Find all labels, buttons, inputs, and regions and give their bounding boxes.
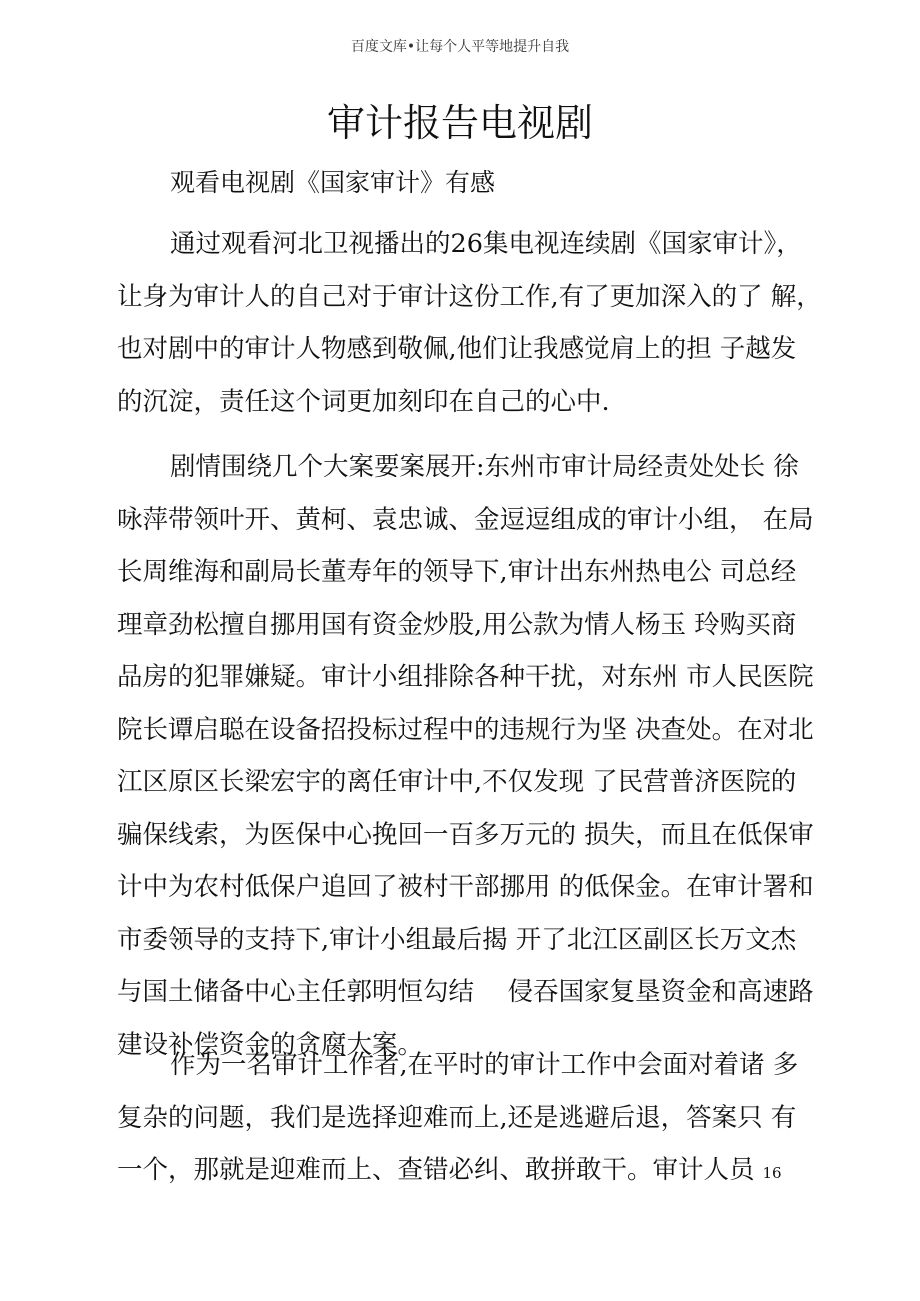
text-line: 复杂的问题，我们是选择迎难而上,还是逃避后退，答案只 有	[117, 1102, 797, 1133]
text-line: 让身为审计人的自己对于审计这份工作,有了更加深入的了 解，	[117, 281, 822, 312]
text-line: 长周维海和副局长董寿年的领导下,审计出东州热电公 司总经	[117, 557, 797, 587]
paragraph-3	[117, 1039, 817, 1197]
text-line: 剧情围绕几个大案要案展开:东州市审计局经责处处长 徐	[170, 452, 799, 482]
text-line: 通过观看河北卫视播出的26集电视连续剧《国家审计》，	[170, 229, 802, 259]
document-subtitle: 观看电视剧《国家审计》有感	[170, 168, 496, 197]
text-line: 一个，那就是迎难而上、查错必纠、敢拼敢干。审计人员	[117, 1155, 755, 1185]
text-line: 院长谭启聪在设备招投标过程中的违规行为坚 决查处。在对北	[117, 714, 814, 745]
text-line: 市委领导的支持下,审计小组最后揭 开了北江区副区长万文杰	[117, 924, 797, 955]
text-line: 的沉淀，责任这个词更加刻印在自己的心中.	[117, 386, 610, 417]
text-line: 品房的犯罪嫌疑。审计小组排除各种干扰，对东州 市人民医院	[117, 662, 814, 692]
text-line: 咏萍带领叶开、黄柯、袁忠诚、金逗逗组成的审计小组， 在局	[117, 504, 814, 535]
text-line: 建设补偿资金的贪腐大案。	[117, 1029, 424, 1060]
text-line: 骗保线索，为医保中心挽回一百多万元的 损失，而且在低保审	[117, 819, 814, 850]
text-line: 与国土储备中心主任郭明恒勾结 侵吞国家复垦资金和高速路	[117, 977, 814, 1007]
document-title: 审计报告电视剧	[326, 101, 593, 145]
page-number: 16	[762, 1164, 782, 1182]
paragraph-2	[117, 441, 817, 1071]
page-header: 百度文库•让每个人平等地提升自我	[350, 39, 570, 55]
text-line: 理章劲松擅自挪用国有资金炒股,用公款为情人杨玉 玲购买商	[117, 609, 797, 640]
text-line: 也对剧中的审计人物感到敬佩,他们让我感觉肩上的担 子越发	[117, 334, 797, 364]
paragraph-1	[117, 218, 822, 428]
text-line-wrapper	[117, 1144, 817, 1197]
text-line: 计中为农村低保户追回了被村干部挪用 的低保金。在审计署和	[117, 872, 814, 902]
text-line: 江区原区长梁宏宇的离任审计中,不仅发现 了民营普济医院的	[117, 767, 797, 797]
text-line: 作为一名审计工作者,在平时的审计工作中会面对着诸 多	[170, 1050, 799, 1080]
